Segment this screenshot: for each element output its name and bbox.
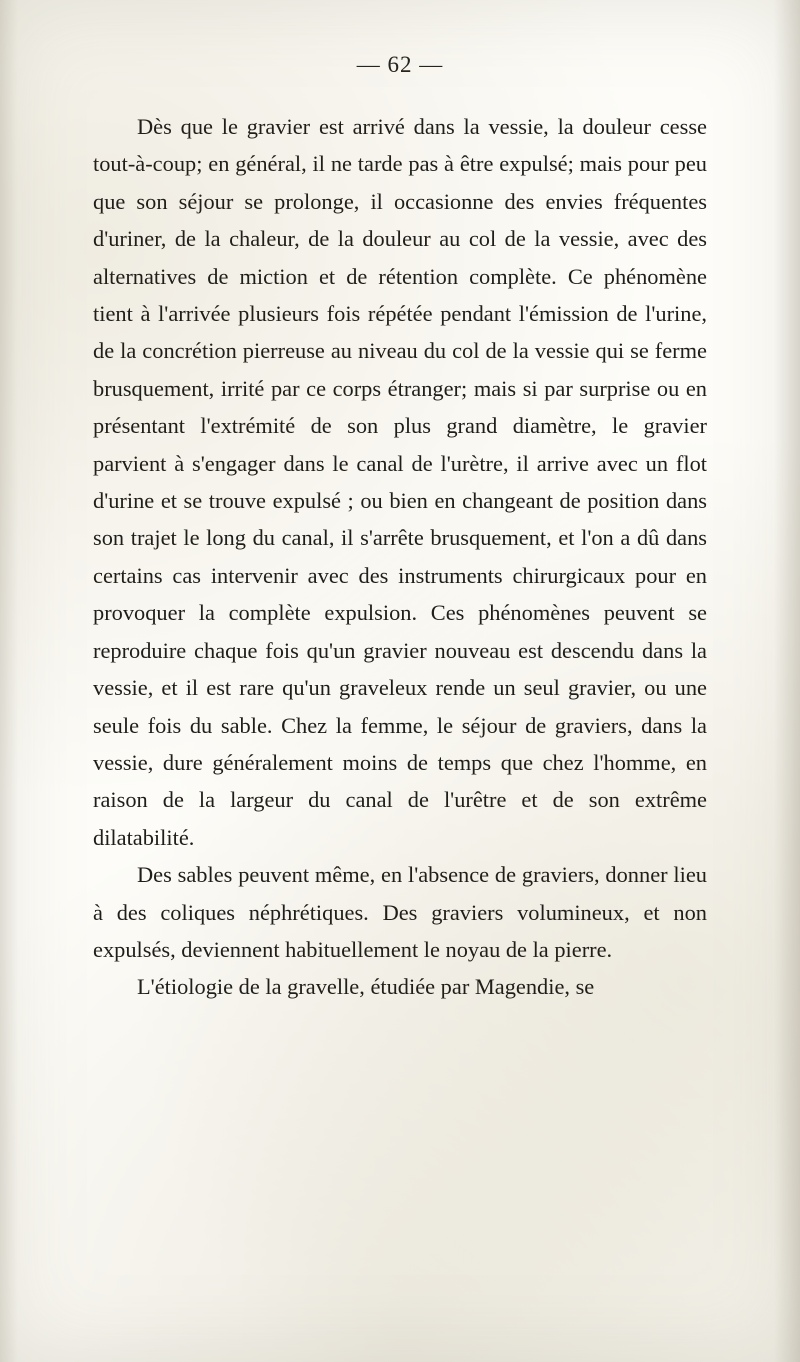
- page-number: — 62 —: [356, 52, 444, 77]
- paragraph: Des sables peuvent même, en l'absence de graviers, donner lieu à des coliques néphrétiques. Des graviers volumineux, et non expulsés, deviennent habituellement le noyau de la pierre.: [93, 862, 707, 962]
- body-text: [93, 108, 707, 1006]
- paragraph: Dès que le gravier est arrivé dans la vessie, la douleur cesse tout-à-coup; en général, il ne tarde pas à être expulsé; mais pour peu que son séjour se prolonge, il occasionne des envies fréquentes d'uriner, de la chaleur, de la douleur au col de la vessie, avec des alternatives de miction et de rétention complète. Ce phénomène tient à l'arrivée plusieurs fois répétée pendant l'émission de l'urine, de la concrétion pierreuse au niveau du col de la vessie qui se ferme brusquement, irrité par ce corps étranger; mais si par surprise ou en présentant l'extrémité de son plus grand diamètre, le gravier parvient à s'engager dans le canal de l'urètre, il arrive avec un flot d'urine et se trouve expulsé ; ou bien en changeant de position dans son trajet le long du canal, il s'arrête brusquement, et l'on a dû dans certains cas intervenir avec des instruments chirurgicaux pour en provoquer la complète expulsion. Ces phénomènes peuvent se reproduire chaque fois qu'un gravier nouveau est descendu dans la vessie, et il est rare qu'un graveleux rende un seul gravier, ou une seule fois du sable. Chez la femme, le séjour de graviers, dans la vessie, dure généralement moins de temps que chez l'homme, en raison de la largeur du canal de l'urêtre et de son extrême dilatabilité.: [93, 114, 707, 850]
- page-left-edge-shadow: [0, 0, 18, 1362]
- page-right-edge-shadow: [774, 0, 800, 1362]
- paragraph: L'étiologie de la gravelle, étudiée par Magendie, se: [137, 974, 595, 1000]
